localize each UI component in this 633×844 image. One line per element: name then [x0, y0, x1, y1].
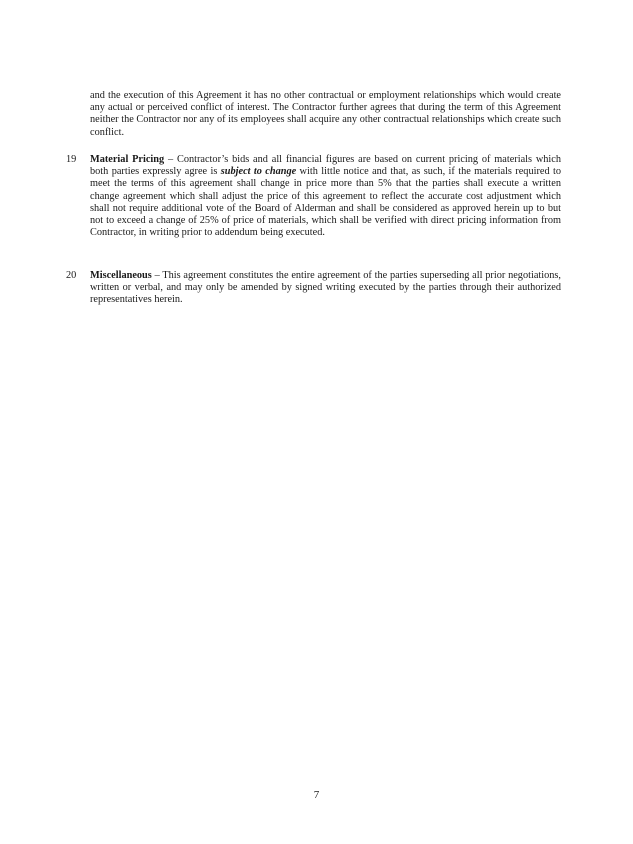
section-heading: Material Pricing	[90, 154, 165, 165]
section-miscellaneous	[90, 270, 561, 307]
section-text: with little notice and that, as such, if the materials required to meet the terms of this agreement shall change in price more than 5% that the parties shall execute a written change agreement which shall adjust the price of this agreement to reflect the accurate cost adjustment which shall not require additional vote of the Board of Alderman and shall be considered as approved herein up to but not to exceed a change of 25% of price of materials, which shall be verified with direct pricing information from Contractor, in writing prior to addendum being executed.	[90, 166, 562, 239]
section-number: 20	[66, 270, 77, 281]
section-text: – Contractor’s bids and all financial figures are based on current pricing of materials which both parties expressly agree is	[90, 154, 562, 178]
section-heading: Miscellaneous	[90, 270, 152, 281]
section-material-pricing	[90, 154, 561, 239]
continuation-paragraph: and the execution of this Agreement it has no other contractual or employment relationships which would create any actual or perceived conflict of interest. The Contractor further agrees that during the term of this Agreement neither the Contractor nor any of its employees shall acquire any other contractual relationships which create such conflict.	[90, 90, 561, 138]
section-number: 19	[66, 154, 77, 165]
section-text: – This agreement constitutes the entire agreement of the parties superseding all prior negotiations, written or verbal, and may only be amended by signed writing executed by the parties through their authorized representatives herein.	[90, 270, 561, 306]
emphasized-text: subject to change	[220, 166, 297, 178]
page-number: 7	[313, 789, 320, 801]
